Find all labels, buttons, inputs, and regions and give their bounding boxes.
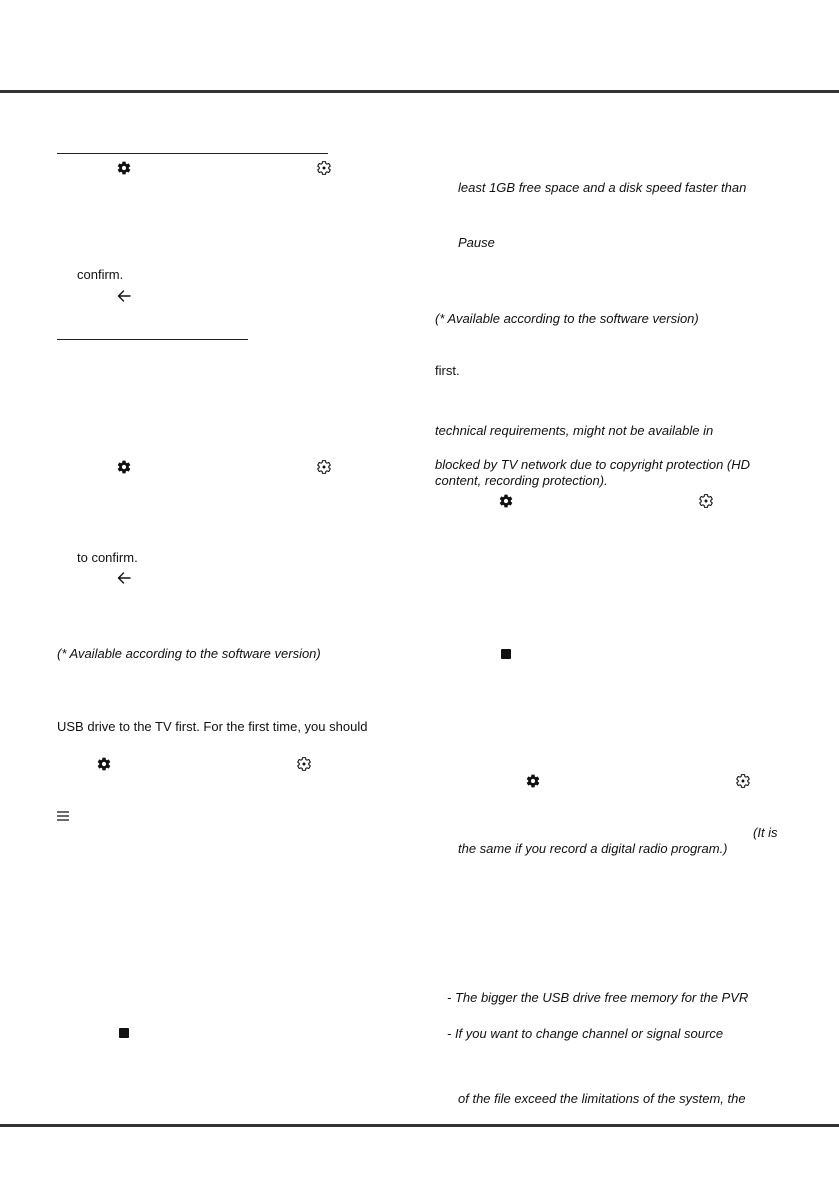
usb-memory-note: - The bigger the USB drive free memory for the PVR <box>447 990 749 1005</box>
settings-gear-solid-icon <box>116 459 132 475</box>
settings-gear-outline-icon <box>698 493 714 509</box>
settings-gear-outline-icon <box>735 773 751 789</box>
radio-note-line: the same if you record a digital radio program.) <box>458 841 728 856</box>
disk-space-text: least 1GB free space and a disk speed faster than <box>458 180 747 195</box>
header-rule <box>0 90 839 93</box>
section-underline <box>57 339 248 340</box>
settings-gear-outline-icon <box>296 756 312 772</box>
settings-gear-solid-icon <box>96 756 112 772</box>
usb-instruction-text: USB drive to the TV first. For the first time, you should <box>57 719 368 734</box>
file-limit-note: of the file exceed the limitations of the system, the <box>458 1091 746 1106</box>
confirm-text: confirm. <box>77 267 124 282</box>
section-underline <box>57 153 328 154</box>
availability-note: (* Available according to the software version) <box>435 311 699 326</box>
settings-gear-solid-icon <box>116 160 132 176</box>
settings-gear-solid-icon <box>498 493 514 509</box>
confirm-text: to confirm. <box>77 550 138 565</box>
stop-square-icon <box>501 649 511 659</box>
stop-square-icon <box>119 1028 129 1038</box>
back-arrow-icon <box>116 570 132 586</box>
settings-gear-outline-icon <box>316 459 332 475</box>
settings-gear-outline-icon <box>316 160 332 176</box>
pause-label: Pause <box>458 235 495 250</box>
settings-gear-solid-icon <box>525 773 541 789</box>
availability-note: (* Available according to the software version) <box>57 646 321 661</box>
technical-requirements-text: technical requirements, might not be available in <box>435 423 714 438</box>
first-text: first. <box>435 363 460 378</box>
menu-lines-icon <box>55 808 71 824</box>
copyright-note-line-2: content, recording protection). <box>435 473 608 488</box>
back-arrow-icon <box>116 288 132 304</box>
footer-rule <box>0 1124 839 1127</box>
radio-note-start: (It is <box>753 825 778 840</box>
change-channel-note: - If you want to change channel or signal source <box>447 1026 724 1041</box>
copyright-note-line-1: blocked by TV network due to copyright protection (HD <box>435 457 751 472</box>
